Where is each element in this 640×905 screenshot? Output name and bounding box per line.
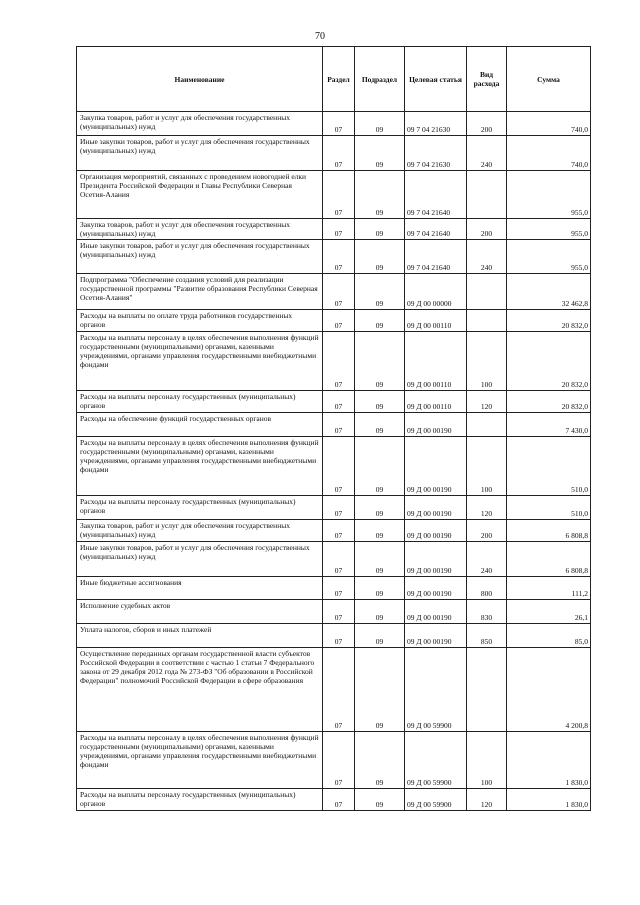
table-header-row xyxy=(77,47,591,112)
row-target: 09 7 04 21630 xyxy=(405,112,467,136)
row-type: 200 xyxy=(467,112,507,136)
row-section: 07 xyxy=(323,219,355,240)
row-type: 100 xyxy=(467,332,507,391)
row-name: Организация мероприятий, связанных с проведением новогодней елки Президента Российской Федерации и Главы Республики Северная Осетия-Алания xyxy=(77,171,323,219)
row-name: Иные закупки товаров, работ и услуг для обеспечения государственных (муниципальных) нужд xyxy=(77,240,323,274)
row-name: Закупка товаров, работ и услуг для обеспечения государственных (муниципальных) нужд xyxy=(77,219,323,240)
table-row xyxy=(77,437,591,496)
header-name: Наименование xyxy=(77,47,323,112)
row-target: 09 7 04 21630 xyxy=(405,136,467,171)
row-sum: 111,2 xyxy=(507,577,591,600)
row-section: 07 xyxy=(323,600,355,624)
row-section: 07 xyxy=(323,648,355,732)
row-name: Закупка товаров, работ и услуг для обеспечения государственных (муниципальных) нужд xyxy=(77,520,323,542)
row-target: 09 Д 00 00190 xyxy=(405,413,467,437)
row-sum: 1 830,0 xyxy=(507,732,591,789)
row-subsection: 09 xyxy=(355,413,405,437)
row-subsection: 09 xyxy=(355,496,405,520)
row-section: 07 xyxy=(323,240,355,274)
row-name: Уплата налогов, сборов и иных платежей xyxy=(77,624,323,648)
row-target: 09 Д 00 00190 xyxy=(405,542,467,577)
table-row xyxy=(77,542,591,577)
row-type xyxy=(467,310,507,332)
budget-table xyxy=(76,46,591,811)
row-name: Иные закупки товаров, работ и услуг для обеспечения государственных (муниципальных) нужд xyxy=(77,136,323,171)
table-row xyxy=(77,624,591,648)
row-subsection: 09 xyxy=(355,437,405,496)
row-target: 09 Д 00 59900 xyxy=(405,732,467,789)
row-section: 07 xyxy=(323,577,355,600)
row-type: 120 xyxy=(467,789,507,811)
row-target: 09 Д 00 00190 xyxy=(405,437,467,496)
row-name: Осуществление переданных органам государственной власти субъектов Российской Федерации в соответствии с частью 1 статьи 7 Федерального закона от 29 декабря 2012 года № 273-ФЗ "Об образовании в Российской Федерации" полномочий Российской Федерации в сфере образования xyxy=(77,648,323,732)
table-row xyxy=(77,240,591,274)
row-target: 09 Д 00 00190 xyxy=(405,496,467,520)
row-sum: 510,0 xyxy=(507,496,591,520)
row-section: 07 xyxy=(323,391,355,413)
row-type: 240 xyxy=(467,542,507,577)
row-section: 07 xyxy=(323,732,355,789)
row-target: 09 Д 00 00000 xyxy=(405,274,467,310)
row-name: Расходы на выплаты персоналу в целях обеспечения выполнения функций государственными (муниципальными) органами, казенными учреждениями, органами управления государственными внебюджетными фондами xyxy=(77,437,323,496)
row-subsection: 09 xyxy=(355,310,405,332)
table-row xyxy=(77,600,591,624)
row-subsection: 09 xyxy=(355,136,405,171)
table-row xyxy=(77,136,591,171)
row-subsection: 09 xyxy=(355,789,405,811)
row-sum: 955,0 xyxy=(507,219,591,240)
row-subsection: 09 xyxy=(355,600,405,624)
row-type: 200 xyxy=(467,520,507,542)
row-subsection: 09 xyxy=(355,240,405,274)
row-subsection: 09 xyxy=(355,577,405,600)
table-row xyxy=(77,789,591,811)
row-target: 09 Д 00 00190 xyxy=(405,624,467,648)
row-name: Расходы на выплаты персоналу государственных (муниципальных) органов xyxy=(77,789,323,811)
row-sum: 4 200,8 xyxy=(507,648,591,732)
row-sum: 20 832,0 xyxy=(507,391,591,413)
row-type: 800 xyxy=(467,577,507,600)
page-number: 70 xyxy=(315,31,325,42)
row-type: 120 xyxy=(467,496,507,520)
table-row xyxy=(77,219,591,240)
row-sum: 6 808,8 xyxy=(507,520,591,542)
row-name: Иные закупки товаров, работ и услуг для обеспечения государственных (муниципальных) нужд xyxy=(77,542,323,577)
row-type xyxy=(467,171,507,219)
row-target: 09 Д 00 00190 xyxy=(405,577,467,600)
row-subsection: 09 xyxy=(355,274,405,310)
row-target: 09 Д 00 59900 xyxy=(405,789,467,811)
row-target: 09 7 04 21640 xyxy=(405,240,467,274)
row-section: 07 xyxy=(323,413,355,437)
row-type xyxy=(467,274,507,310)
row-name: Расходы на выплаты персоналу государственных (муниципальных) органов xyxy=(77,496,323,520)
row-target: 09 Д 00 00110 xyxy=(405,391,467,413)
row-section: 07 xyxy=(323,171,355,219)
row-subsection: 09 xyxy=(355,732,405,789)
row-type: 100 xyxy=(467,732,507,789)
row-subsection: 09 xyxy=(355,219,405,240)
row-name: Расходы на выплаты персоналу государственных (муниципальных) органов xyxy=(77,391,323,413)
table-row xyxy=(77,274,591,310)
row-type: 120 xyxy=(467,391,507,413)
row-subsection: 09 xyxy=(355,542,405,577)
row-sum: 955,0 xyxy=(507,171,591,219)
row-subsection: 09 xyxy=(355,624,405,648)
row-target: 09 7 04 21640 xyxy=(405,171,467,219)
row-name: Расходы на выплаты по оплате труда работников государственных органов xyxy=(77,310,323,332)
row-section: 07 xyxy=(323,274,355,310)
row-name: Подпрограмма "Обеспечение создания условий для реализации государственной программы "Развитие образования Республики Северная Осетия-Алания" xyxy=(77,274,323,310)
row-target: 09 Д 00 00110 xyxy=(405,332,467,391)
row-sum: 26,1 xyxy=(507,600,591,624)
row-type: 200 xyxy=(467,219,507,240)
table-row xyxy=(77,391,591,413)
table-row xyxy=(77,732,591,789)
row-subsection: 09 xyxy=(355,112,405,136)
table-row xyxy=(77,648,591,732)
row-type: 240 xyxy=(467,136,507,171)
row-section: 07 xyxy=(323,310,355,332)
row-target: 09 Д 00 00110 xyxy=(405,310,467,332)
table-row xyxy=(77,310,591,332)
row-section: 07 xyxy=(323,542,355,577)
row-sum: 955,0 xyxy=(507,240,591,274)
row-sum: 7 430,0 xyxy=(507,413,591,437)
header-type: Вид расхода xyxy=(467,47,507,112)
row-sum: 740,0 xyxy=(507,136,591,171)
row-type xyxy=(467,648,507,732)
row-sum: 1 830,0 xyxy=(507,789,591,811)
row-section: 07 xyxy=(323,789,355,811)
row-name: Закупка товаров, работ и услуг для обеспечения государственных (муниципальных) нужд xyxy=(77,112,323,136)
row-subsection: 09 xyxy=(355,391,405,413)
row-name: Расходы на обеспечение функций государственных органов xyxy=(77,413,323,437)
row-type: 100 xyxy=(467,437,507,496)
table-row xyxy=(77,577,591,600)
header-section: Раздел xyxy=(323,47,355,112)
row-sum: 510,0 xyxy=(507,437,591,496)
row-sum: 6 808,8 xyxy=(507,542,591,577)
row-type: 240 xyxy=(467,240,507,274)
table-row xyxy=(77,413,591,437)
row-target: 09 Д 00 00190 xyxy=(405,520,467,542)
row-section: 07 xyxy=(323,112,355,136)
row-subsection: 09 xyxy=(355,520,405,542)
table-row xyxy=(77,171,591,219)
row-sum: 20 832,0 xyxy=(507,310,591,332)
header-sum: Сумма xyxy=(507,47,591,112)
row-sum: 740,0 xyxy=(507,112,591,136)
row-name: Исполнение судебных актов xyxy=(77,600,323,624)
row-name: Расходы на выплаты персоналу в целях обеспечения выполнения функций государственными (муниципальными) органами, казенными учреждениями, органами управления государственными внебюджетными фондами xyxy=(77,332,323,391)
row-subsection: 09 xyxy=(355,648,405,732)
table-row xyxy=(77,112,591,136)
row-type: 850 xyxy=(467,624,507,648)
row-name: Расходы на выплаты персоналу в целях обеспечения выполнения функций государственными (муниципальными) органами, казенными учреждениями, органами управления государственными внебюджетными фондами xyxy=(77,732,323,789)
row-sum: 20 832,0 xyxy=(507,332,591,391)
row-sum: 85,0 xyxy=(507,624,591,648)
row-section: 07 xyxy=(323,520,355,542)
table-row xyxy=(77,332,591,391)
row-section: 07 xyxy=(323,136,355,171)
row-target: 09 Д 00 59900 xyxy=(405,648,467,732)
row-name: Иные бюджетные ассигнования xyxy=(77,577,323,600)
row-target: 09 Д 00 00190 xyxy=(405,600,467,624)
row-section: 07 xyxy=(323,624,355,648)
row-type xyxy=(467,413,507,437)
row-target: 09 7 04 21640 xyxy=(405,219,467,240)
row-section: 07 xyxy=(323,496,355,520)
row-section: 07 xyxy=(323,437,355,496)
header-subsection: Подраздел xyxy=(355,47,405,112)
row-type: 830 xyxy=(467,600,507,624)
table-row xyxy=(77,496,591,520)
row-subsection: 09 xyxy=(355,171,405,219)
row-sum: 32 462,8 xyxy=(507,274,591,310)
row-subsection: 09 xyxy=(355,332,405,391)
row-section: 07 xyxy=(323,332,355,391)
table-row xyxy=(77,520,591,542)
header-target: Целевая статья xyxy=(405,47,467,112)
